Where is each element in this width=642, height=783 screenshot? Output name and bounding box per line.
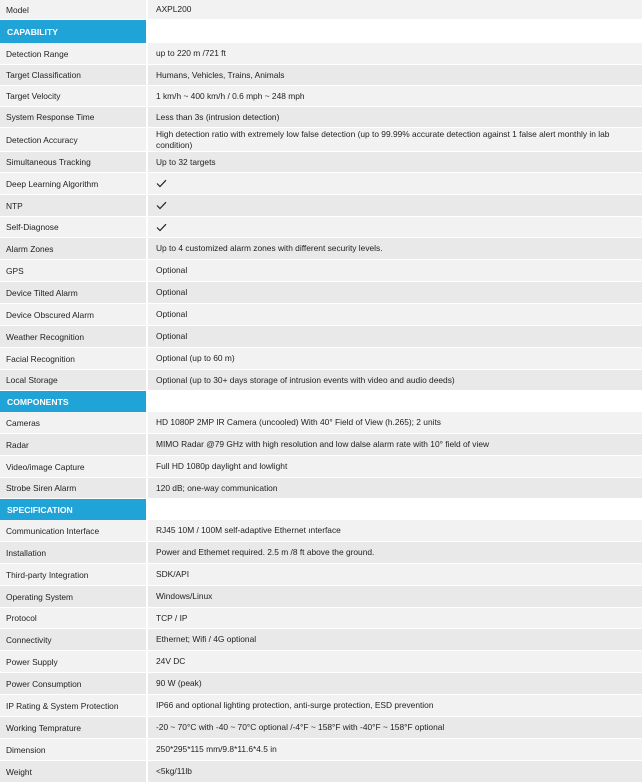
spec-row <box>0 520 642 542</box>
spec-value: Windows/Linux <box>156 591 213 602</box>
spec-label: Model <box>0 0 148 19</box>
spec-row <box>0 348 642 370</box>
spec-row <box>0 370 642 391</box>
section-title: COMPONENTS <box>0 391 148 412</box>
section-title: CAPABILITY <box>0 20 148 43</box>
spec-value: Up to 32 targets <box>156 156 216 167</box>
spec-label: Cameras <box>0 412 148 433</box>
spec-row <box>0 173 642 195</box>
spec-value: 1 km/h ~ 400 km/h / 0.6 mph ~ 248 mph <box>156 90 305 101</box>
spec-row <box>0 761 642 783</box>
spec-label: Target Classification <box>0 65 148 85</box>
spec-value: Ethernet; Wifi / 4G optional <box>156 634 257 645</box>
section-header <box>0 499 642 520</box>
spec-label: Third-party Integration <box>0 564 148 585</box>
spec-label: Device Tilted Alarm <box>0 282 148 303</box>
spec-label: Protocol <box>0 608 148 628</box>
spec-row <box>0 542 642 564</box>
spec-value: SDK/API <box>156 569 190 580</box>
spec-row <box>0 629 642 651</box>
spec-row <box>0 152 642 173</box>
spec-label: Facial Recognition <box>0 348 148 369</box>
spec-label: Connectivity <box>0 629 148 650</box>
check-icon <box>156 223 167 232</box>
spec-label: Detection Accuracy <box>0 128 148 151</box>
spec-row <box>0 304 642 326</box>
check-icon <box>156 201 167 210</box>
spec-value: Up to 4 customized alarm zones with different security levels. <box>156 243 383 254</box>
section-spacer <box>148 391 642 412</box>
spec-row <box>0 326 642 348</box>
spec-label: Detection Range <box>0 43 148 64</box>
spec-value: 250*295*115 mm/9.8*11.6*4.5 in <box>156 744 277 755</box>
spec-label: Installation <box>0 542 148 563</box>
spec-value: High detection ratio with extremely low false detection (up to 99.99% accurate detection against 1 false alert monthly in lab condition) <box>156 129 610 150</box>
section-spacer <box>148 499 642 520</box>
spec-row <box>0 651 642 673</box>
spec-value: Optional <box>156 331 188 342</box>
spec-row <box>0 282 642 304</box>
spec-value: Optional <box>156 265 188 276</box>
spec-row <box>0 43 642 65</box>
spec-row <box>0 0 642 20</box>
spec-row <box>0 695 642 717</box>
spec-row <box>0 238 642 260</box>
section-title: SPECIFICATION <box>0 499 148 520</box>
spec-label: NTP <box>0 195 148 216</box>
spec-value: Power and Ethemet required. 2.5 m /8 ft above the ground. <box>156 547 375 558</box>
spec-value: 90 W (peak) <box>156 678 202 689</box>
spec-row <box>0 412 642 434</box>
spec-value: up to 220 m /721 ft <box>156 48 226 59</box>
spec-row <box>0 564 642 586</box>
spec-value <box>148 173 642 194</box>
spec-value: 120 dB; one-way communication <box>156 482 278 493</box>
spec-label: Dimension <box>0 739 148 760</box>
spec-label: Power Supply <box>0 651 148 672</box>
spec-label: Power Consumption <box>0 673 148 694</box>
section-header <box>0 20 642 43</box>
spec-value: -20 ~ 70°C with -40 ~ 70°C optional /-4°F ~ 158°F with -40°F ~ 158°F optional <box>156 722 445 733</box>
spec-row <box>0 86 642 107</box>
spec-label: Target Velocity <box>0 86 148 106</box>
spec-value: TCP / IP <box>156 612 188 623</box>
spec-row <box>0 717 642 739</box>
spec-label: Self-Diagnose <box>0 217 148 237</box>
spec-value: Optional (up to 30+ days storage of intrusion events with video and audio deeds) <box>156 374 455 385</box>
spec-label: Deep Learning Algorithm <box>0 173 148 194</box>
check-icon <box>156 179 167 188</box>
spec-label: Weather Recognition <box>0 326 148 347</box>
spec-row <box>0 586 642 608</box>
spec-row <box>0 217 642 238</box>
spec-value: Optional (up to 60 m) <box>156 353 235 364</box>
spec-label: Strobe Siren Alarm <box>0 478 148 498</box>
spec-label: Video/image Capture <box>0 456 148 477</box>
spec-label: Radar <box>0 434 148 455</box>
spec-row <box>0 478 642 499</box>
spec-label: Weight <box>0 761 148 782</box>
spec-value: RJ45 10M / 100M self-adaptive Ethernet ınterface <box>156 525 341 536</box>
spec-value <box>148 217 642 237</box>
spec-row <box>0 434 642 456</box>
spec-value: Full HD 1080p daylight and lowlight <box>156 461 288 472</box>
spec-row <box>0 107 642 128</box>
spec-row <box>0 65 642 86</box>
spec-value: 24V DC <box>156 656 186 667</box>
spec-value: <5kg/11lb <box>156 766 192 777</box>
spec-value: HD 1080P 2MP IR Camera (uncooled) With 40° Field of View (h.265); 2 units <box>156 417 441 428</box>
spec-row <box>0 608 642 629</box>
section-spacer <box>148 20 642 43</box>
spec-label: GPS <box>0 260 148 281</box>
spec-label: Local Storage <box>0 370 148 390</box>
spec-label: System Response Time <box>0 107 148 127</box>
spec-label: IP Rating & System Protection <box>0 695 148 716</box>
spec-value: IP66 and optional lighting protection, anti-surge protection, ESD prevention <box>156 700 434 711</box>
spec-value: Optional <box>156 309 188 320</box>
section-header <box>0 391 642 412</box>
spec-value <box>148 195 642 216</box>
spec-row <box>0 673 642 695</box>
spec-label: Device Obscured Alarm <box>0 304 148 325</box>
spec-label: Alarm Zones <box>0 238 148 259</box>
spec-row <box>0 456 642 478</box>
spec-row <box>0 195 642 217</box>
spec-label: Working Temprature <box>0 717 148 738</box>
spec-row <box>0 128 642 152</box>
spec-value: AXPL200 <box>156 4 192 15</box>
spec-value: Optional <box>156 287 188 298</box>
spec-row <box>0 260 642 282</box>
spec-label: Simultaneous Tracking <box>0 152 148 172</box>
spec-value: MIMO Radar @79 GHz with high resolution and low dalse alarm rate with 10° field of view <box>156 439 490 450</box>
spec-value: Less than 3s (intrusion detection) <box>156 111 280 122</box>
spec-label: Communication Interface <box>0 520 148 541</box>
spec-label: Operating System <box>0 586 148 607</box>
spec-row <box>0 739 642 761</box>
spec-value: Humans, Vehicles, Trains, Animals <box>156 69 285 80</box>
